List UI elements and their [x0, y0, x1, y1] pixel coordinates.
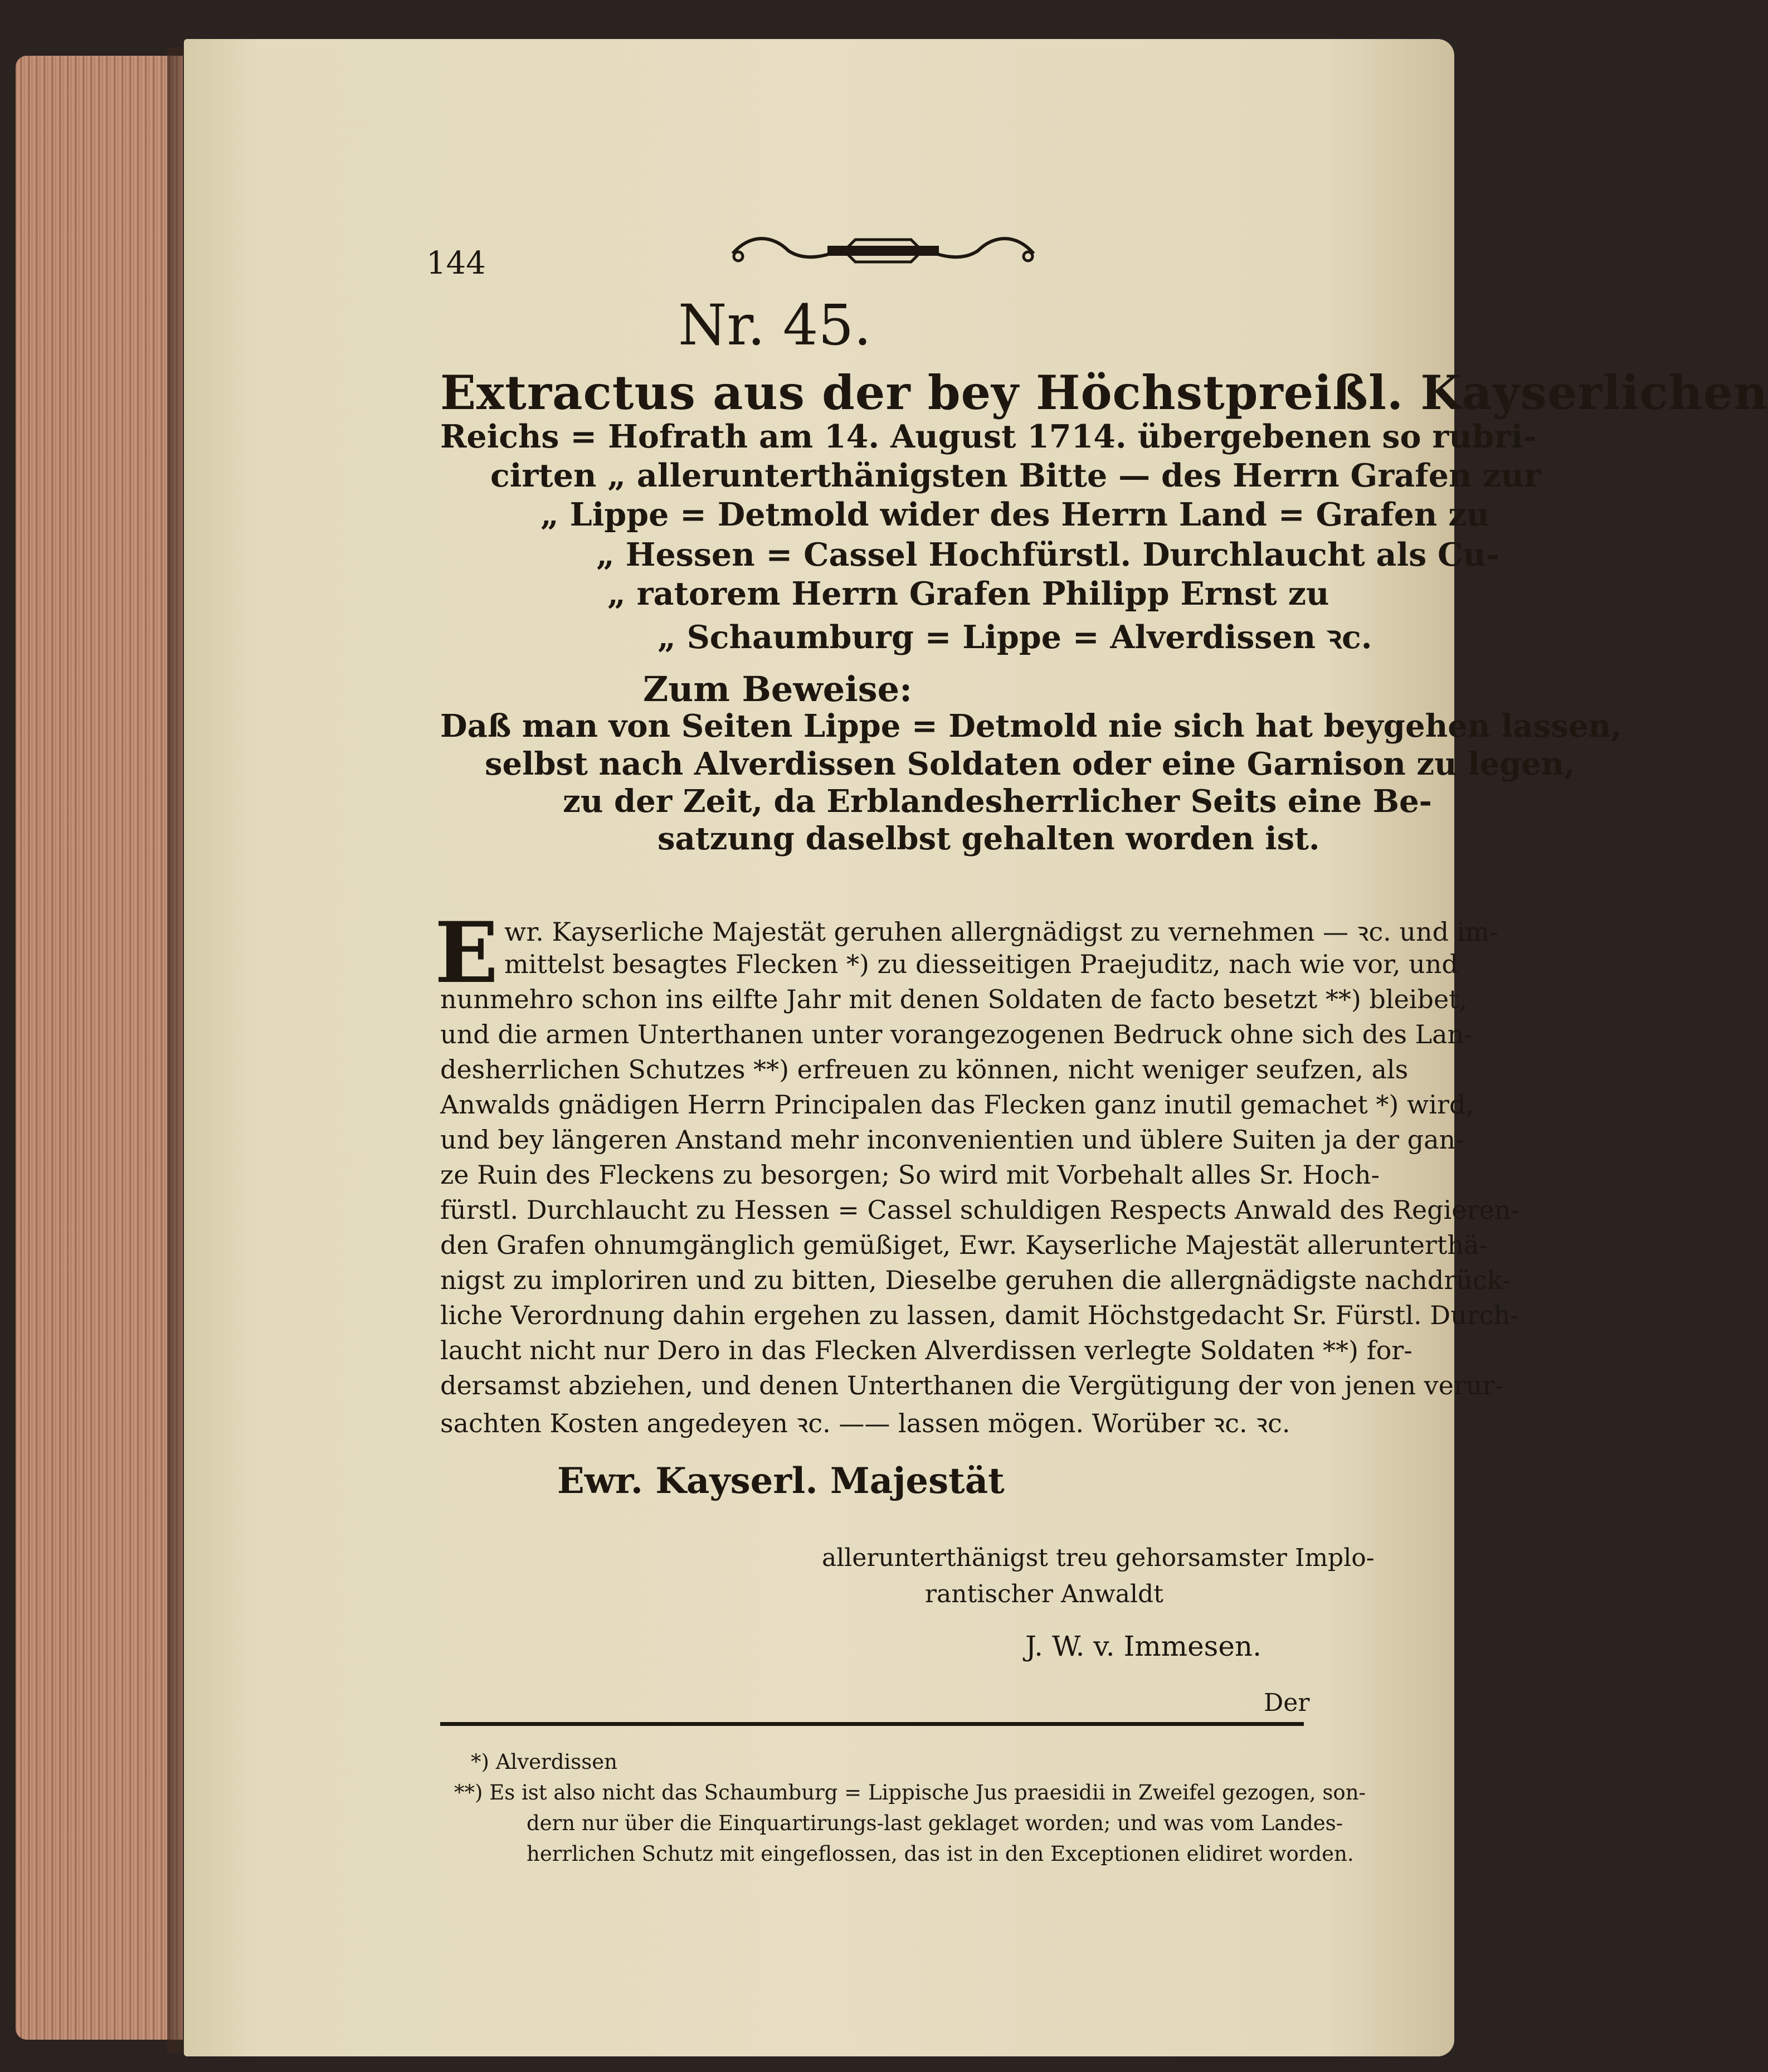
body-line: laucht nicht nur Dero in das Flecken Alverdissen verlegte Soldaten **) for-: [440, 1335, 1413, 1365]
body-line: und bey längeren Anstand mehr inconvenientien und üblere Suiten ja der gan-: [440, 1125, 1464, 1155]
title-line: „ ratorem Herrn Grafen Philipp Ernst zu: [607, 575, 1329, 612]
body-line: ze Ruin des Fleckens zu besorgen; So wird mit Vorbehalt alles Sr. Hoch-: [440, 1160, 1380, 1190]
drop-cap: E: [435, 904, 499, 1002]
footnote: *) Alverdissen: [471, 1750, 617, 1774]
body-line: nunmehro schon ins eilfte Jahr mit denen Soldaten de facto besetzt **) bleibet,: [440, 984, 1468, 1014]
signature-line: rantischer Anwaldt: [925, 1580, 1163, 1608]
catchword: Der: [1264, 1689, 1310, 1717]
body-line: Anwalds gnädigen Herrn Principalen das Flecken ganz inutil gemachet *) wird,: [440, 1089, 1474, 1120]
proof-line: satzung daselbst gehalten worden ist.: [657, 820, 1320, 857]
footnote: herrlichen Schutz mit eingeflossen, das ist in den Exceptionen elidiret worden.: [527, 1842, 1354, 1866]
title-main: Extractus aus der bey Höchstpreißl. Kayserlichen: [440, 365, 1768, 420]
footnote: **) Es ist also nicht das Schaumburg = Lippische Jus praesidii in Zweifel gezogen, son-: [454, 1781, 1366, 1805]
footnote: dern nur über die Einquartirungs-last geklaget worden; und was vom Landes-: [527, 1811, 1343, 1835]
proof-line: zu der Zeit, da Erblandesherrlicher Seits eine Be-: [563, 783, 1432, 820]
title-line: „ Schaumburg = Lippe = Alverdissen ꝛc.: [657, 619, 1372, 656]
signature-line: allerunterthänigst treu gehorsamster Implo-: [822, 1544, 1375, 1572]
body-line: den Grafen ohnumgänglich gemüßiget, Ewr. Kayserliche Majestät allerunterthä-: [440, 1230, 1488, 1260]
body-line: mittelst besagtes Flecken *) zu diesseitigen Praejuditz, nach wie vor, und: [504, 949, 1458, 979]
proof-line: Daß man von Seiten Lippe = Detmold nie sich hat beygehen lassen,: [440, 708, 1622, 745]
title-line: „ Lippe = Detmold wider des Herrn Land = Grafen zu: [540, 496, 1490, 533]
body-line: dersamst abziehen, und denen Unterthanen die Vergütigung der von jenen verur-: [440, 1370, 1503, 1400]
footnote-rule: [440, 1722, 1304, 1726]
proof-heading: Zum Beweise:: [643, 669, 912, 709]
body-line: liche Verordnung dahin ergehen zu lassen, damit Höchstgedacht Sr. Fürstl. Durch-: [440, 1300, 1519, 1330]
title-line: cirten „ allerunterthänigsten Bitte — des Herrn Grafen zur: [490, 457, 1541, 494]
title-ornament: [727, 228, 1039, 273]
title-line: „ Hessen = Cassel Hochfürstl. Durchlaucht als Cu-: [596, 536, 1499, 573]
closing-salutation: Ewr. Kayserl. Majestät: [557, 1460, 1005, 1502]
signature-name: J. W. v. Immesen.: [1025, 1630, 1262, 1662]
body-line: wr. Kayserliche Majestät geruhen allergnädigst zu vernehmen — ꝛc. und im-: [504, 917, 1498, 947]
page-number: 144: [426, 245, 486, 281]
body-line: nigst zu imploriren und zu bitten, Dieselbe geruhen die allergnädigste nachdrück-: [440, 1265, 1511, 1295]
body-line: fürstl. Durchlaucht zu Hessen = Cassel schuldigen Respects Anwald des Regieren-: [440, 1195, 1519, 1225]
proof-line: selbst nach Alverdissen Soldaten oder eine Garnison zu legen,: [485, 746, 1575, 782]
body-line: und die armen Unterthanen unter vorangezogenen Bedruck ohne sich des Lan-: [440, 1019, 1473, 1049]
document-number: Nr. 45.: [678, 293, 871, 358]
body-line: desherrlichen Schutzes **) erfreuen zu können, nicht weniger seufzen, als: [440, 1054, 1409, 1084]
body-line: sachten Kosten angedeyen ꝛc. —— lassen mögen. Worüber ꝛc. ꝛc.: [440, 1408, 1290, 1438]
title-line: Reichs = Hofrath am 14. August 1714. übergebenen so rubri-: [440, 418, 1537, 455]
